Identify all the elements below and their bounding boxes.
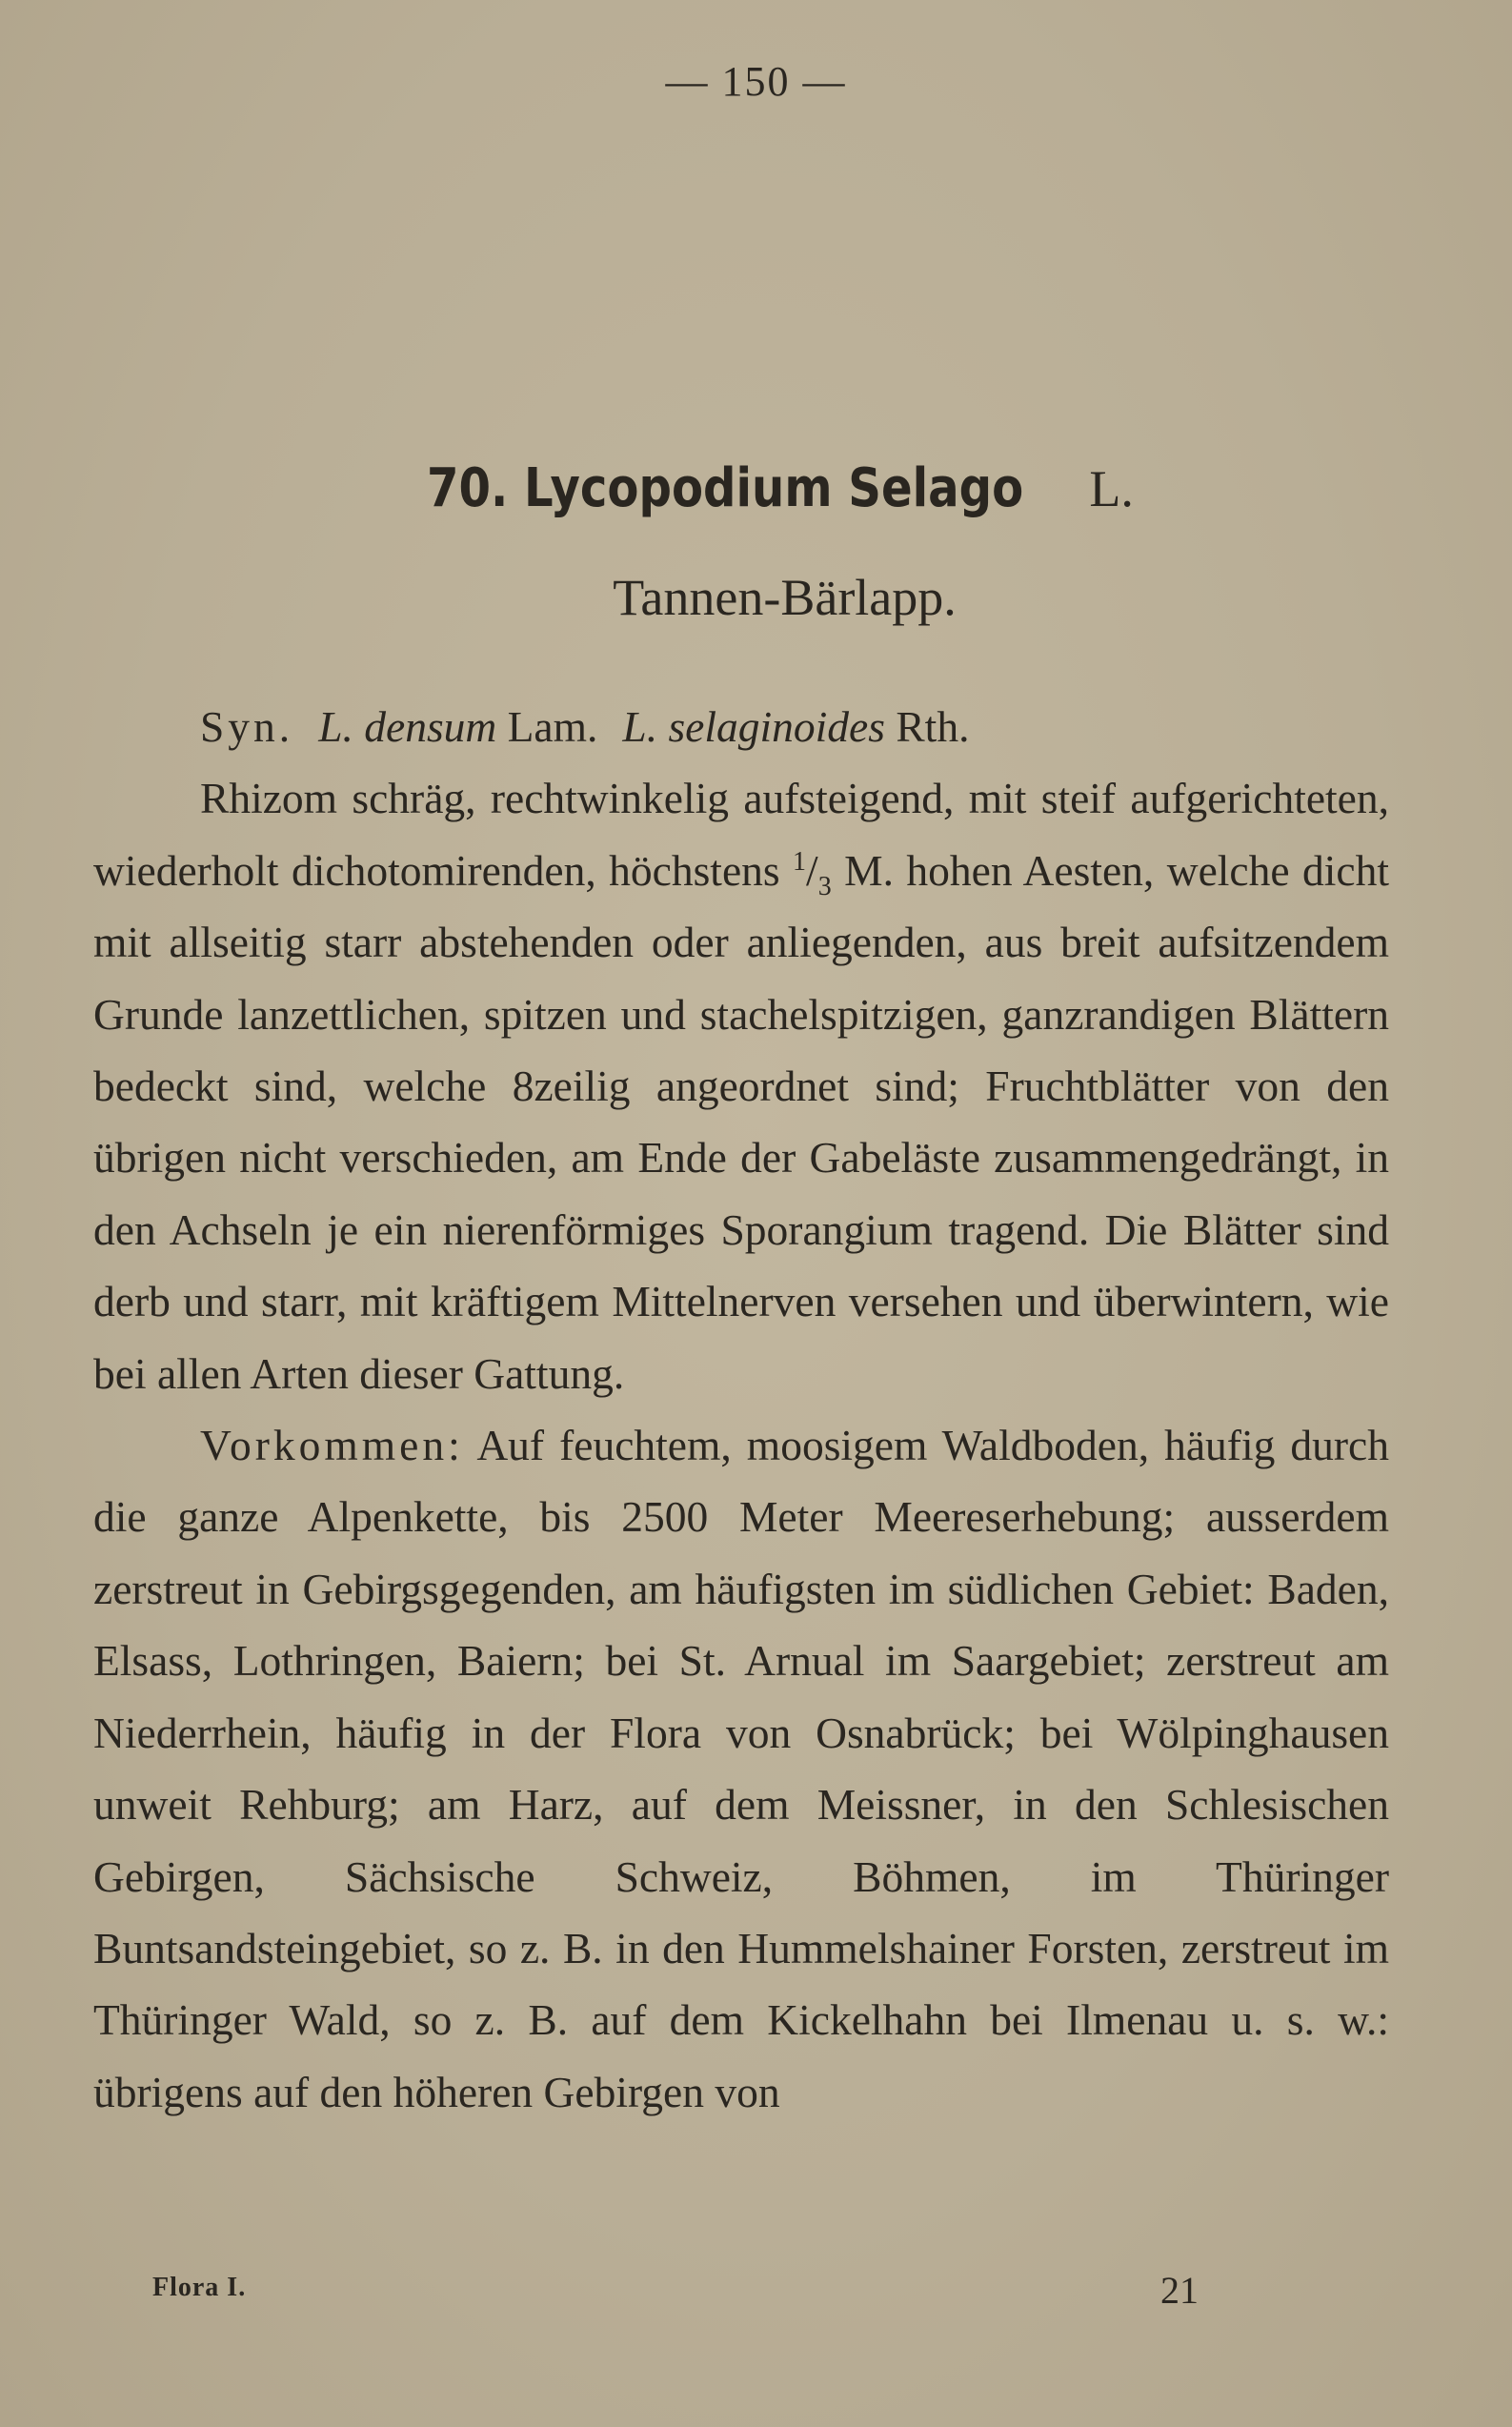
- synonym-1-author: Lam.: [507, 702, 598, 751]
- synonym-1: L. densum: [318, 702, 497, 751]
- description-paragraph: Rhizom schräg, rechtwinkelig aufsteigend, mit steif aufgerichteten, wiederholt dichotomirenden, höchstens $^1/_3$ M. hohen Aesten, welche dicht mit allseitig starr abstehenden oder anliegenden, aus breit aufsitzendem Grunde lanzettlichen, spitzen und stachelspitzigen, ganzrandigen Blättern bedeckt sind, welche 8zeilig angeordnet sind; Fruchtblätter von den übrigen nicht verschieden, am Ende der Gabeläste zusammengedrängt, in den Achseln je ein nierenförmiges Sporangium tragend. Die Blätter sind derb und starr, mit kräftigem Mittelnerven versehen und überwintern, wie bei allen Arten dieser Gattung.: [93, 774, 1389, 1398]
- species-name: 70. Lycopodium Selago: [427, 457, 1024, 519]
- fraction-numerator: 1: [793, 846, 807, 877]
- description-part-2: M. hohen Aesten, welche dicht mit allseitig starr abstehenden oder anliegenden, aus breit aufsitzendem Grunde lanzettlichen, spitzen und stachelspitzigen, ganzrandigen Blättern bedeckt sind, welche 8zeilig angeordnet sind; Fruchtblätter von den übrigen nicht verschieden, am Ende der Gabeläste zusammengedrängt, in den Achseln je ein nierenförmiges Sporangium tragend. Die Blätter sind derb und starr, mit kräftigem Mittelnerven versehen und überwintern, wie bei allen Arten dieser Gattung.: [93, 845, 1389, 1398]
- occurrence-text: Auf feuchtem, moosigem Waldboden, häufig durch die ganze Alpenkette, bis 2500 Meter Meereserhebung; ausserdem zerstreut in Gebirgsgegenden, am häufigsten im südlichen Gebiet: Baden, Elsass, Lothringen, Baiern; bei St. Arnual im Saargebiet; zerstreut am Niederrhein, häufig in der Flora von Osnabrück; bei Wölpinghausen unweit Rehburg; am Harz, auf dem Meissner, in den Schlesischen Gebirgen, Sächsische Schweiz, Böhmen, im Thüringer Buntsandsteingebiet, so z. B. in den Hummelshainer Forsten, zerstreut im Thüringer Wald, so z. B. auf dem Kickelhahn bei Ilmenau u. s. w.: übrigens auf den höheren Gebirgen von: [93, 1421, 1389, 2116]
- occurrence-label: Vorkommen:: [200, 1421, 464, 1470]
- description-part-1: Rhizom schräg, rechtwinkelig aufsteigend, mit steif aufgerichteten, wiederholt dichotomirenden, höchstens: [93, 774, 1389, 895]
- occurrence-paragraph: [93, 1409, 1389, 2128]
- footer-signature: Flora I.: [152, 2273, 247, 2302]
- body-text: [93, 691, 1389, 2128]
- synonym-2-author: Rth.: [896, 702, 970, 751]
- synonym-2: L. selaginoides: [622, 702, 885, 751]
- synonyms-line: [93, 691, 1389, 762]
- fraction-denominator: 3: [817, 871, 832, 901]
- page-number: — 150 —: [665, 58, 847, 105]
- species-author: L.: [1089, 460, 1134, 517]
- common-name: Tannen-Bärlapp.: [613, 569, 957, 626]
- synonyms-label: Syn.: [200, 702, 294, 751]
- footer-sheet-number: 21: [1160, 2269, 1199, 2312]
- species-title: [0, 455, 1512, 519]
